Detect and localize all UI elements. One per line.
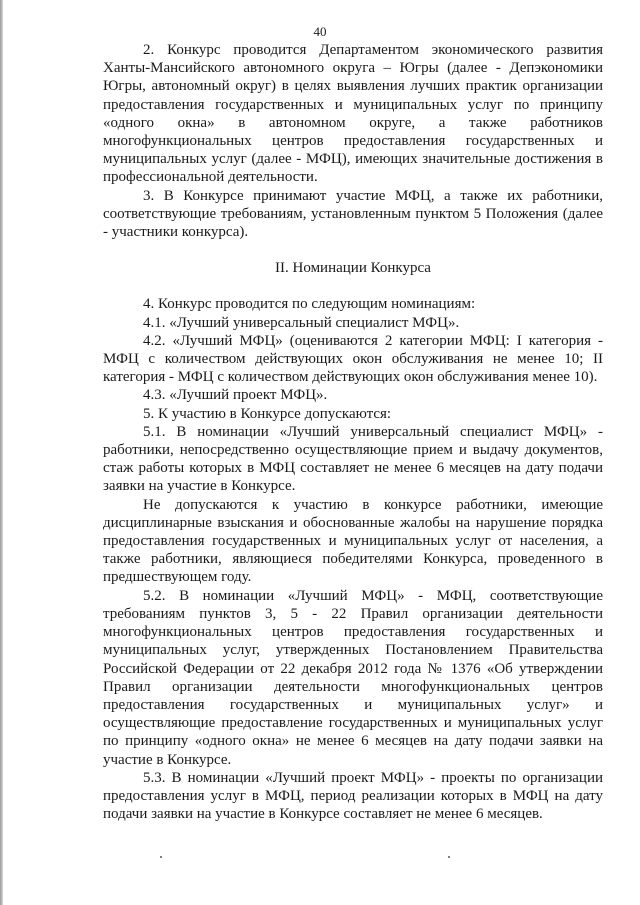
paragraph-5-1: 5.1. В номинации «Лучший универсальный специалист МФЦ» - работники, непосредственно осуществляющие прием и выдачу документов, стаж работы которых в МФЦ составляет не менее 6 месяцев на дату подачи заявки на участие в Конкурсе. — [103, 423, 603, 495]
page-number: 40 — [313, 24, 327, 39]
paragraph-3: 3. В Конкурсе принимают участие МФЦ, а также их работники, соответствующие требованиям, установленным пунктом 5 Положения (далее - участники конкурса). — [103, 187, 603, 241]
scan-edge — [0, 0, 3, 905]
scan-speck — [448, 856, 450, 858]
paragraph-4-2: 4.2. «Лучший МФЦ» (оцениваются 2 категории МФЦ: I категория - МФЦ с количеством действующих окон обслуживания не менее 10; II категория - МФЦ с количеством действующих окон обслуживания менее 10). — [103, 332, 603, 386]
paragraph-4: 4. Конкурс проводится по следующим номинациям: — [143, 296, 476, 313]
paragraph-5-3: 5.3. В номинации «Лучший проект МФЦ» - проекты по организации предоставления услуг в МФЦ, период реализации которых в МФЦ на дату подачи заявки на участие в Конкурсе составляет не менее 6 месяцев. — [103, 769, 603, 823]
paragraph-4-3: 4.3. «Лучший проект МФЦ». — [143, 387, 328, 404]
paragraph-2: 2. Конкурс проводится Департаментом экономического развития Ханты-Мансийского автономного округа – Югры (далее - Депэкономики Югры, автономный округ) в целях выявления лучших практик организации предоставления государственных и муниципальных услуг по принципу «одного окна» в автономном округе, а также работников многофункциональных центров предоставления государственных и муниципальных услуг (далее - МФЦ), имеющих значительные достижения в профессиональной деятельности. — [103, 42, 603, 186]
paragraph-5: 5. К участию в Конкурсе допускаются: — [143, 405, 392, 422]
paragraph-5-2: 5.2. В номинации «Лучший МФЦ» - МФЦ, соответствующие требованиям пунктов 3, 5 - 22 Правил организации деятельности многофункциональных центров предоставления государственных и муниципальных услуг, утвержденных Постановлением Правительства Российской Федерации от 22 декабря 2012 года № 1376 «Об утверждении Правил организации деятельности многофункциональных центров предоставления государственных и муниципальных услуг» и осуществляющие предоставление государственных и муниципальных услуг по принципу «одного окна» не менее 6 месяцев на дату подачи заявки на участие в Конкурсе. — [103, 587, 603, 768]
scan-speck — [160, 856, 162, 858]
section-title: II. Номинации Конкурса — [275, 260, 431, 277]
paragraph-5-1-exclusions: Не допускаются к участию в конкурсе работники, имеющие дисциплинарные взыскания и обоснованные жалобы на нарушение порядка предоставления государственных и муниципальных услуг от населения, а также работники, являющиеся победителями Конкурса, проведенного в предшествующем году. — [103, 496, 603, 586]
paragraph-4-1: 4.1. «Лучший универсальный специалист МФЦ». — [143, 314, 460, 331]
document-body — [103, 41, 603, 823]
